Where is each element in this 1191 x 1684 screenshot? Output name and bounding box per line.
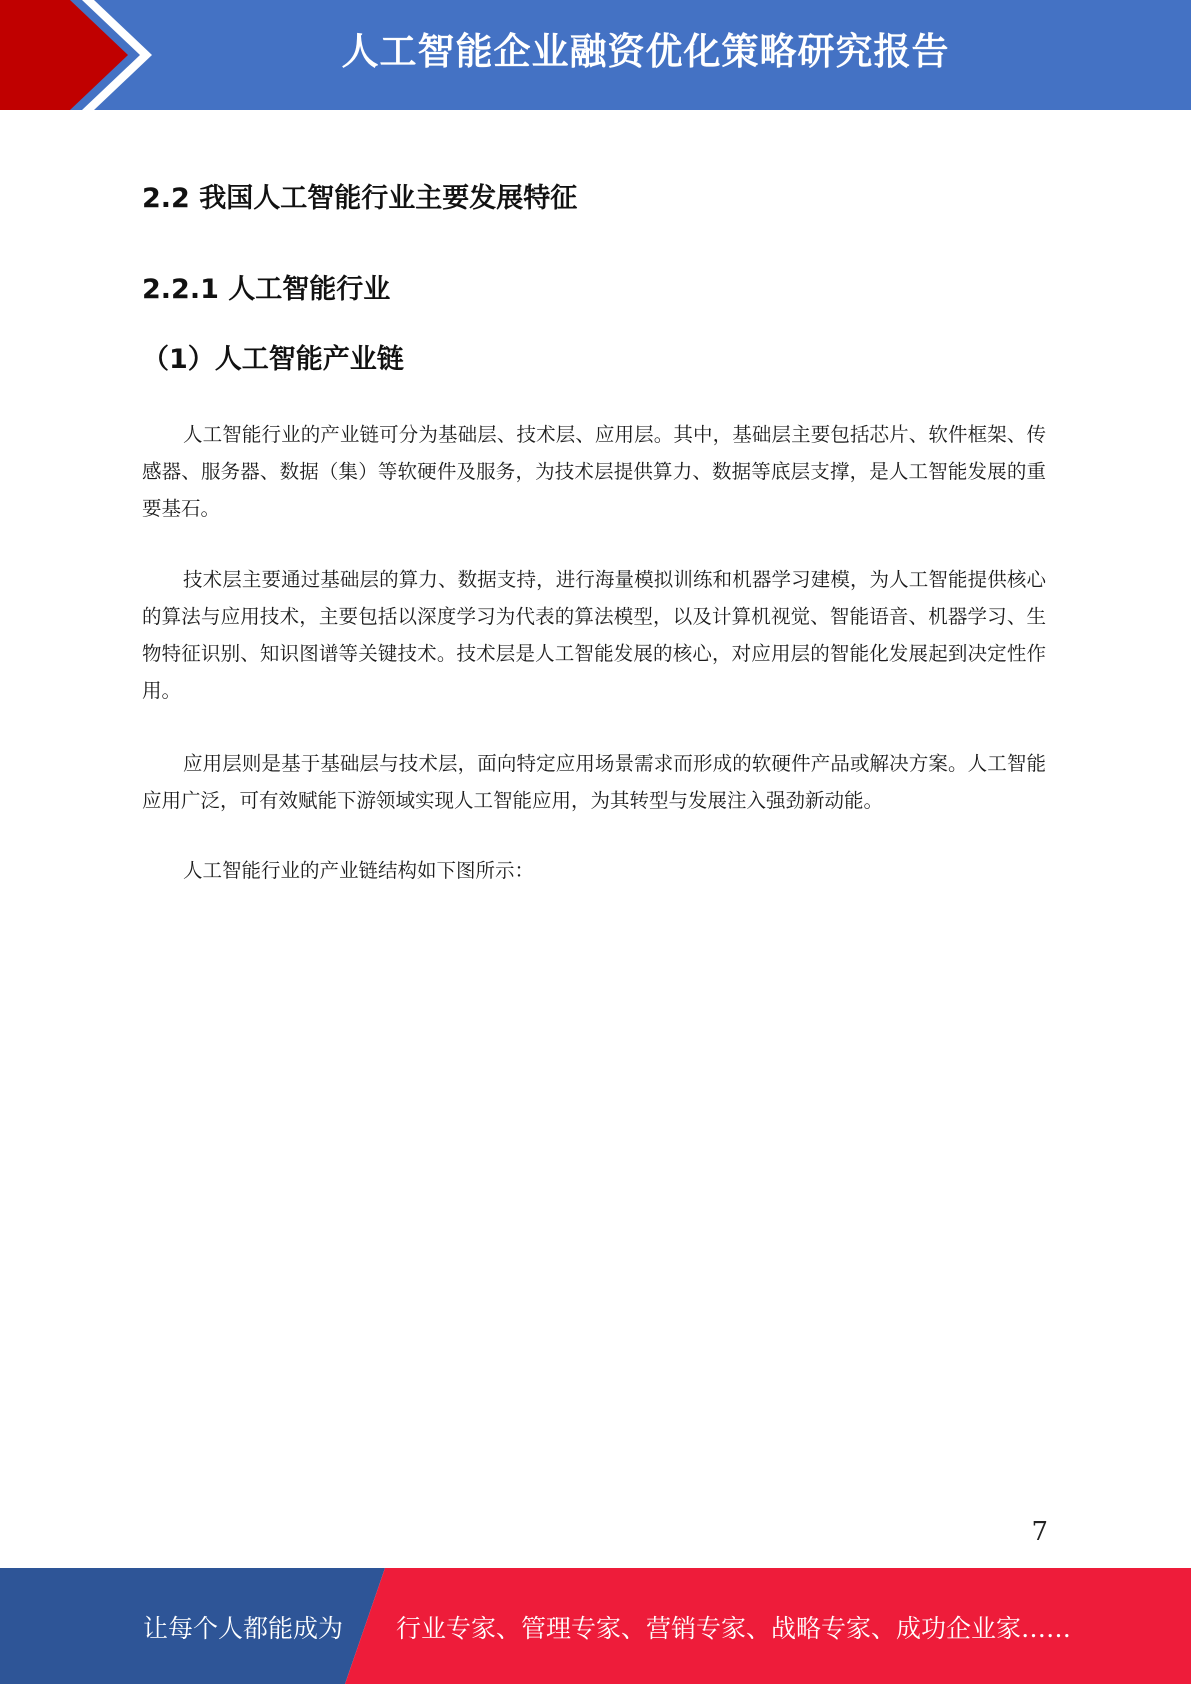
paragraph: 技术层主要通过基础层的算力、数据支持，进行海量模拟训练和机器学习建模，为人工智能提供核心的算法与应用技术，主要包括以深度学习为代表的算法模型，以及计算机视觉、智能语音、机器学习、生物特征识别、知识图谱等关键技术。技术层是人工智能发展的核心，对应用层的智能化发展起到决定性作用。	[142, 568, 1046, 702]
report-title: 人工智能企业融资优化策略研究报告	[341, 30, 950, 73]
paragraph: 人工智能行业的产业链可分为基础层、技术层、应用层。其中，基础层主要包括芯片、软件框架、传感器、服务器、数据（集）等软硬件及服务，为技术层提供算力、数据等底层支撑，是人工智能发展的重要基石。	[142, 423, 1046, 520]
page-number: 7	[1031, 1517, 1048, 1547]
paragraph: 应用层则是基于基础层与技术层，面向特定应用场景需求而形成的软硬件产品或解决方案。人工智能应用广泛，可有效赋能下游领域实现人工智能应用，为其转型与发展注入强劲新动能。	[142, 752, 1046, 812]
red-chevron-decoration	[0, 0, 160, 110]
footer-slogan-right: 行业专家、管理专家、营销专家、战略专家、成功企业家……	[396, 1614, 1072, 1643]
footer-slogan-left: 让每个人都能成为	[143, 1614, 344, 1643]
paragraph: 人工智能行业的产业链结构如下图所示：	[183, 859, 535, 882]
subsection-heading: 2.2.1 人工智能行业	[142, 274, 391, 305]
subsubsection-heading: （1）人工智能产业链	[142, 344, 404, 375]
report-header-band	[0, 0, 1191, 110]
section-heading: 2.2 我国人工智能行业主要发展特征	[142, 183, 578, 214]
footer-band	[0, 1568, 1191, 1684]
